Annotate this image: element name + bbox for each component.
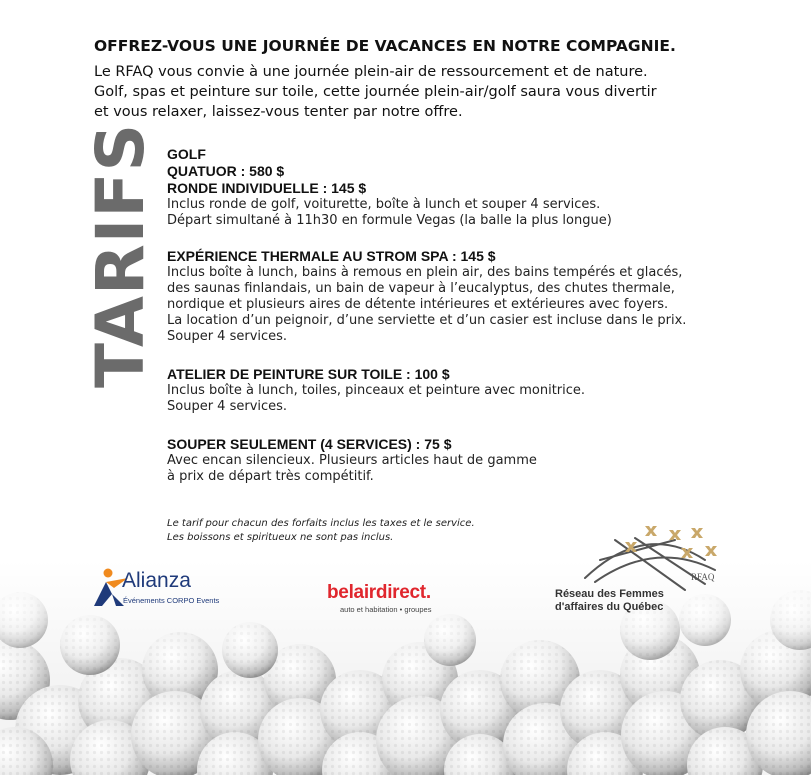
- souper-detail: à prix de départ très compétitif.: [167, 469, 374, 484]
- belairdirect-logo: [327, 582, 467, 622]
- rfaq-abbr: RFAQ: [691, 572, 715, 582]
- spa-block: [167, 248, 787, 345]
- souper-title: SOUPER SEULEMENT (4 SERVICES) : 75 $: [167, 436, 452, 452]
- souper-detail: Avec encan silencieux. Plusieurs articles haut de gamme: [167, 453, 537, 468]
- rates-list: [167, 146, 787, 485]
- golf-title: GOLF: [167, 146, 206, 162]
- rfaq-name-line1: Réseau des Femmes: [555, 588, 664, 600]
- peinture-title: ATELIER DE PEINTURE SUR TOILE : 100 $: [167, 366, 450, 382]
- golf-block: [167, 146, 787, 229]
- peinture-block: [167, 366, 787, 415]
- souper-block: [167, 436, 787, 485]
- golf-detail: Départ simultané à 11h30 en formule Vegas (la balle la plus longue): [167, 213, 612, 228]
- golf-ronde-price: RONDE INDIVIDUELLE : 145 $: [167, 180, 367, 196]
- intro-line: Golf, spas et peinture sur toile, cette journée plein-air/golf saura vous divertir: [94, 84, 657, 100]
- tarifs-side-label: TARIFS: [82, 123, 159, 388]
- note-line: Les boissons et spiritueux ne sont pas inclus.: [167, 532, 394, 543]
- intro-line: Le RFAQ vous convie à une journée plein-air de ressourcement et de nature.: [94, 64, 648, 80]
- peinture-detail: Inclus boîte à lunch, toiles, pinceaux et peinture avec monitrice.: [167, 383, 586, 398]
- headline: OFFREZ-VOUS UNE JOURNÉE DE VACANCES EN NOTRE COMPAGNIE.: [94, 37, 676, 55]
- spa-detail: Inclus boîte à lunch, bains à remous en plein air, des bains tempérés et glacés,: [167, 265, 683, 280]
- rfaq-logo: [555, 520, 735, 620]
- alianza-logo: [92, 566, 242, 616]
- spa-detail: Souper 4 services.: [167, 329, 288, 344]
- alianza-tagline: Événements CORPO Events: [123, 596, 220, 605]
- peinture-detail: Souper 4 services.: [167, 399, 288, 414]
- belairdirect-name: belairdirect.: [327, 582, 431, 603]
- golf-detail: Inclus ronde de golf, voiturette, boîte à lunch et souper 4 services.: [167, 197, 601, 212]
- spa-detail: nordique et plusieurs aires de détente intérieures et extérieures avec foyers.: [167, 297, 669, 312]
- spa-title: EXPÉRIENCE THERMALE AU STROM SPA : 145 $: [167, 248, 496, 264]
- spa-detail: des saunas finlandais, un bain de vapeur à l’eucalyptus, des chutes thermale,: [167, 281, 675, 296]
- intro-line: et vous relaxer, laissez-vous tenter par notre offre.: [94, 104, 463, 120]
- belairdirect-tagline: auto et habitation • groupes: [340, 605, 432, 614]
- golf-quatuor-price: QUATUOR : 580 $: [167, 163, 285, 179]
- spa-detail: La location d’un peignoir, d’une serviette et d’un casier est incluse dans le prix.: [167, 313, 687, 328]
- rfaq-name-line2: d'affaires du Québec: [555, 601, 664, 613]
- price-note: [167, 517, 475, 545]
- alianza-name: Alianza: [122, 569, 191, 592]
- note-line: Le tarif pour chacun des forfaits inclus les taxes et le service.: [167, 518, 475, 529]
- intro-paragraph: [94, 62, 794, 122]
